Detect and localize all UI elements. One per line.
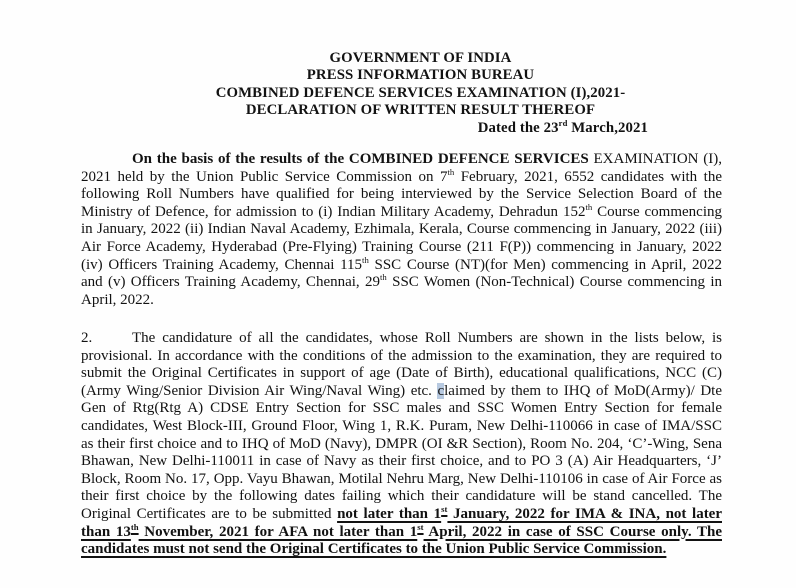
text-segment: rd [558, 117, 568, 128]
text-segment: th [380, 272, 387, 283]
text-segment: EXAMINATION (I), 2021 held by the Union Public Service Commission on 7 [81, 151, 722, 185]
text-segment: SSC Course (NT)(for Men) commencing in April, 2022 and (v) Officers Training Academy, Chennai, 29 [81, 256, 722, 291]
text-segment: th [585, 201, 593, 212]
text-segment: Dated the 23 [477, 119, 559, 136]
text-segment: st [417, 521, 424, 532]
text-segment: SSC Women (Non-Technical) Course commencing in April, 2022. [81, 274, 722, 308]
text-segment: laimed by them to IHQ of MoD(Army)/ Dte Gen of Rtg(Rtg A) CDSE Entry Section for SSC males and SSC Women Entry Section for female candidates, West Block-III, Ground Floor, Wing 1, R.K. Puram, New Delhi-110066 in case of IMA/SSC as their first choice and to IHQ of MoD (Navy), DMPR (OI &R Section), Room No. 204, ‘C’-Wing, Sena Bhawan, New Delhi-110011 in case of Navy as their first choice, and to PO 3 (A) Air Headquarters, ‘J’ Block, Room No. 17, Opp. Vayu Bhawan, Motilal Nehru Marg, New Delhi-110106 in case of Air Force as their first choice by the following dates failing which their candidature will be stand cancelled. The Original Certificates are to be submitted [81, 382, 722, 522]
header-line-government: GOVERNMENT OF INDIA [329, 50, 512, 66]
text-segment: January, 2022 for IMA & INA, not later than 13 [81, 505, 722, 540]
text-segment: February, 2021, 6552 candidates with the following Roll Numbers have qualified for being interviewed by the Service Selection Board of the Ministry of Defence, for admission to (i) Indian Military Academy, Dehradun 152 [81, 168, 722, 220]
text-segment: not later than 1 [337, 505, 442, 522]
header-line-declaration: DECLARATION OF WRITTEN RESULT THEREOF [245, 102, 596, 119]
header-line-bureau: PRESS INFORMATION BUREAU [306, 67, 535, 84]
text-segment: th [362, 254, 369, 265]
text-segment: The candidature of all the candidates, whose Roll Numbers are shown in the lists below, is provisional. In accordance with the conditions of the admission to the examination, they are required to submit the Original Certificates in support of age (Date of Birth), educational qualifications, NCC (C) (Army Wing/Senior Division Air Wing/Naval Wing) etc. [81, 330, 722, 399]
text-segment: Course commencing in January, 2022 (ii) Indian Naval Academy, Ezhimala, Kerala, Course commencing in January, 2022 (iii) Air Force Academy, Hyderabad (Pre-Flying) Training Course (211 F(P)) commencing in January, 2022 (iv) Officers Training Academy, Chennai 115 [81, 203, 722, 273]
text-segment: March,2021 [567, 119, 648, 136]
text-segment: th [130, 521, 139, 532]
date-line [119, 117, 722, 137]
text-segment: st [441, 503, 448, 514]
header-line-exam-title: COMBINED DEFENCE SERVICES EXAMINATION (I),2021- [215, 84, 626, 101]
paragraph-result-basis [81, 151, 722, 309]
text-segment: 2. [81, 330, 93, 346]
text-segment: November, 2021 for AFA not later than 1 [138, 523, 418, 540]
text-segment: th [447, 166, 455, 177]
text-segment: April, 2022 in case of SSC Course only. The candidates must not send the Original Certificates to the Union Public Service Commission. [81, 523, 722, 558]
text-segment: On the basis of the results of the COMBINED DEFENCE SERVICES [132, 151, 589, 167]
text-segment: c [437, 382, 445, 399]
paragraph-candidature-conditions [81, 330, 722, 559]
document-header [81, 50, 722, 137]
